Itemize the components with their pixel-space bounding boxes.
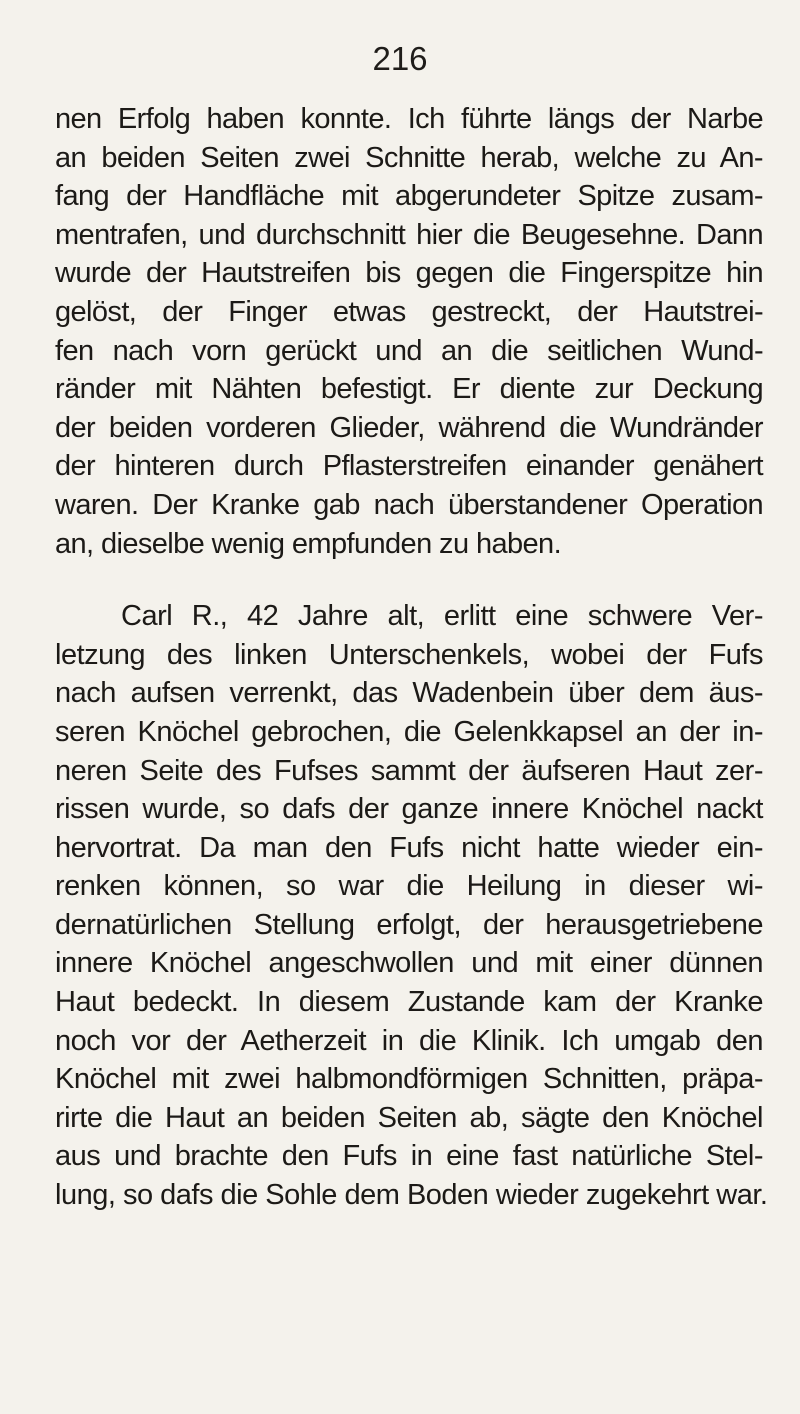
text-line: renken können, so war die Heilung in dieser wi- (55, 870, 763, 903)
text-line: der beiden vorderen Glieder, während die Wundränder (55, 411, 763, 444)
text-line: innere Knöchel angeschwollen und mit einer dünnen (55, 947, 763, 980)
text-line: mentrafen, und durchschnitt hier die Beugesehne. Dann (55, 218, 763, 251)
paragraph-2 (55, 597, 768, 1215)
page-number: 216 (372, 40, 428, 77)
text-line: Carl R., 42 Jahre alt, erlitt eine schwere Ver- (121, 600, 763, 633)
text-line: nen Erfolg haben konnte. Ich führte längs der Narbe (55, 103, 763, 135)
text-line: ränder mit Nähten befestigt. Er diente zur Deckung (55, 373, 763, 406)
text-line: hervortrat. Da man den Fufs nicht hatte wieder ein- (55, 831, 763, 864)
text-line: waren. Der Kranke gab nach überstandener Operation (55, 488, 763, 521)
text-line: rissen wurde, so dafs der ganze innere Knöchel nackt (55, 793, 763, 826)
text-line: Knöchel mit zwei halbmondförmigen Schnitten, präpa- (55, 1063, 763, 1096)
text-line: der hinteren durch Pflasterstreifen einander genähert (55, 450, 763, 483)
text-line: fen nach vorn gerückt und an die seitlichen Wund- (55, 334, 763, 367)
text-line: Haut bedeckt. In diesem Zustande kam der Kranke (55, 986, 763, 1019)
text-line: dernatürlichen Stellung erfolgt, der herausgetriebene (55, 908, 763, 941)
paragraph-gap (55, 563, 763, 597)
text-line: letzung des linken Unterschenkels, wobei der Fufs (55, 638, 763, 671)
text-line: an beiden Seiten zwei Schnitte herab, welche zu An- (55, 141, 763, 174)
text-line: noch vor der Aetherzeit in die Klinik. Ich umgab den (55, 1024, 763, 1057)
text-line: wurde der Hautstreifen bis gegen die Fingerspitze hin (55, 257, 763, 290)
text-line: rirte die Haut an beiden Seiten ab, sägte den Knöchel (55, 1101, 763, 1134)
text-line: neren Seite des Fufses sammt der äufseren Haut zer- (55, 754, 763, 787)
text-line: nach aufsen verrenkt, das Wadenbein über dem äus- (55, 677, 763, 710)
text-line: gelöst, der Finger etwas gestreckt, der Hautstrei- (55, 295, 763, 328)
body-text (55, 100, 768, 1215)
text-line: seren Knöchel gebrochen, die Gelenkkapsel an der in- (55, 715, 763, 748)
paragraph-1 (55, 100, 763, 563)
text-line: fang der Handfläche mit abgerundeter Spitze zusam- (55, 180, 763, 213)
text-line: aus und brachte den Fufs in eine fast natürliche Stel- (55, 1140, 763, 1173)
text-line: an, dieselbe wenig empfunden zu haben. (55, 527, 562, 560)
text-line: lung, so dafs die Sohle dem Boden wieder zugekehrt war. (55, 1179, 768, 1212)
